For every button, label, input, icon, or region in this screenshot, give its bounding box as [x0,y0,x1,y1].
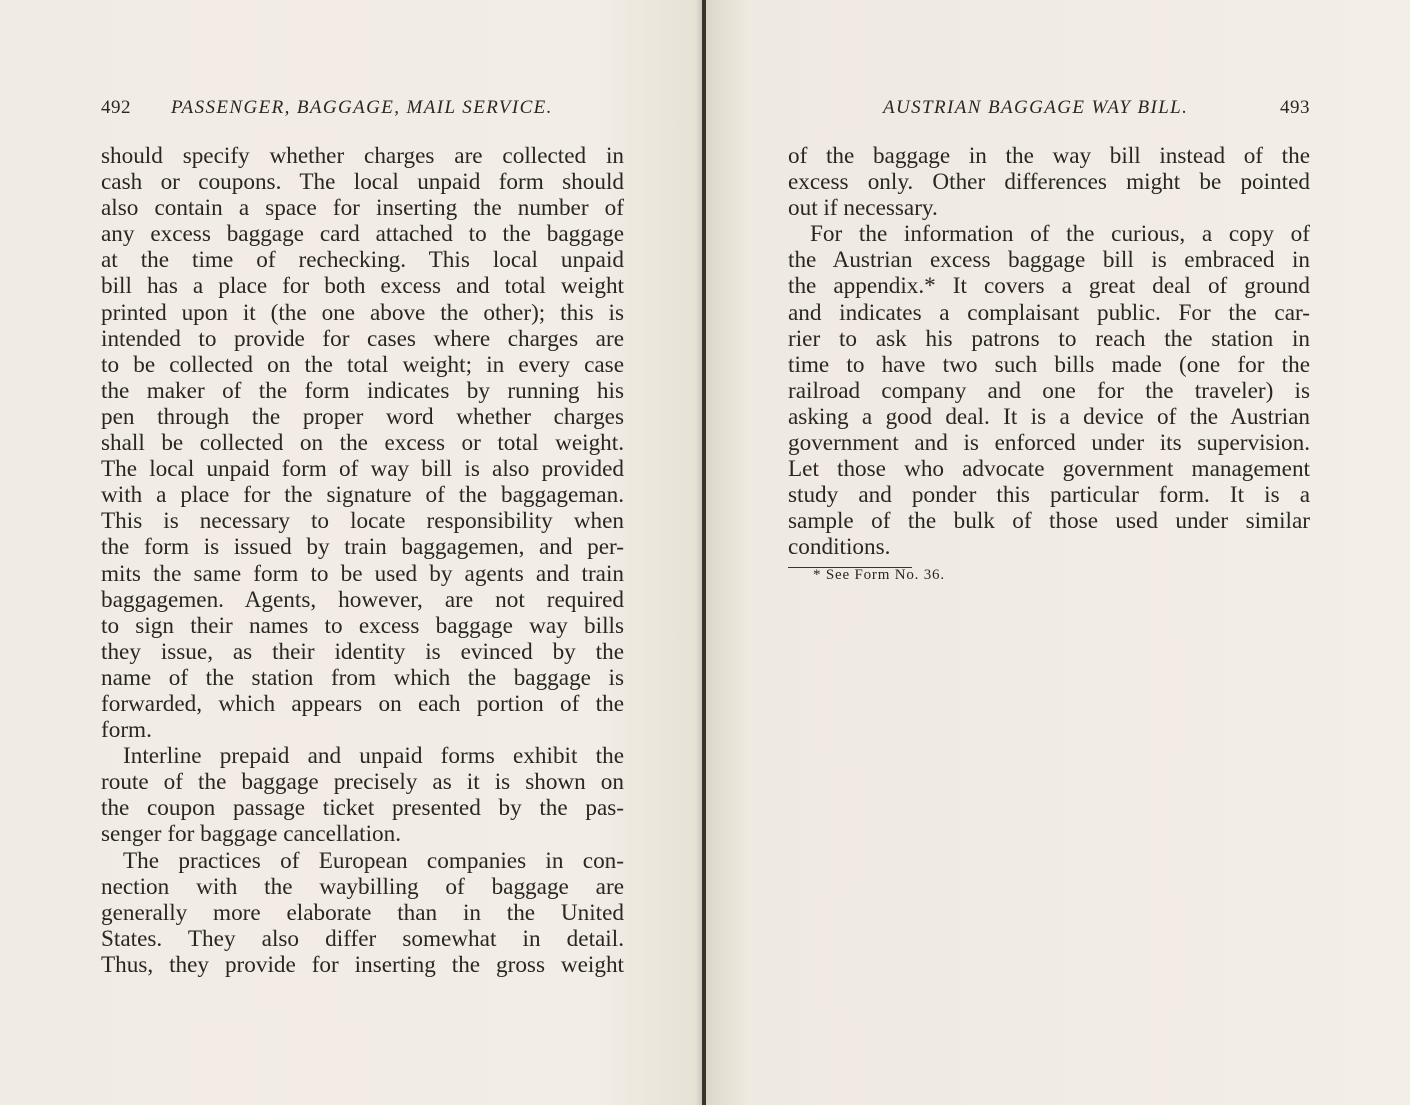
text-line: name of the station from which the baggage is [101,664,624,691]
text-line: mits the same form to be used by agents and train [101,560,624,587]
text-line: cash or coupons. The local unpaid form should [101,169,624,196]
text-line: any excess baggage card attached to the baggage [101,221,624,248]
left-page-body [101,143,624,978]
text-line: government and is enforced under its supervision. [788,430,1310,457]
text-line: they issue, as their identity is evinced by the [101,638,624,665]
text-line: out if necessary. [788,195,938,222]
text-line: Let those who advocate government management [788,456,1310,483]
text-line: also contain a space for inserting the number of [101,195,624,222]
text-line: at the time of rechecking. This local unpaid [101,247,624,274]
text-line: forwarded, which appears on each portion of the [101,690,624,717]
text-line: route of the baggage precisely as it is shown on [101,769,624,796]
text-line: printed upon it (the one above the other); this is [101,299,624,326]
right-page-number: 493 [1280,97,1310,118]
text-line: nection with the waybilling of baggage are [101,873,624,900]
text-line: railroad company and one for the traveler) is [788,377,1310,404]
text-line: senger for baggage cancellation. [101,821,401,848]
text-line: baggagemen. Agents, however, are not required [101,586,624,613]
left-page-number: 492 [101,97,131,118]
text-line: The local unpaid form of way bill is also provided [101,456,624,483]
right-page-header [788,97,1310,125]
left-running-head: PASSENGER, BAGGAGE, MAIL SERVICE. [171,97,553,118]
text-line: the appendix.* It covers a great deal of ground [788,273,1310,300]
text-line: States. They also differ somewhat in detail. [101,925,624,952]
text-line: the Austrian excess baggage bill is embraced in [788,247,1310,274]
text-line: This is necessary to locate responsibility when [101,508,624,535]
text-line: time to have two such bills made (one for the [788,351,1310,378]
text-line: to sign their names to excess baggage way bills [101,612,624,639]
text-line: conditions. [788,534,891,561]
text-line: sample of the bulk of those used under similar [788,508,1310,535]
text-line: shall be collected on the excess or total weight. [101,430,624,457]
text-line: the maker of the form indicates by running his [101,377,624,404]
text-line: study and ponder this particular form. It is a [788,482,1310,509]
text-line: and indicates a complaisant public. For the car- [788,299,1310,326]
text-line: rier to ask his patrons to reach the station in [788,325,1310,352]
right-page-body [788,143,1310,561]
left-page [0,0,703,1105]
text-line: the form is issued by train baggagemen, and per- [101,534,624,561]
left-page-header [101,97,623,125]
text-line: generally more elaborate than in the United [101,899,624,926]
footnote: * See Form No. 36. [813,567,945,583]
text-line: excess only. Other differences might be pointed [788,169,1310,196]
text-line: pen through the proper word whether charges [101,403,624,430]
text-line: bill has a place for both excess and total weight [101,273,624,300]
text-line: For the information of the curious, a copy of [810,221,1310,248]
text-line: of the baggage in the way bill instead of the [788,143,1310,169]
text-line: the coupon passage ticket presented by the pas- [101,795,624,822]
right-running-head: AUSTRIAN BAGGAGE WAY BILL. [883,97,1189,118]
text-line: to be collected on the total weight; in every case [101,351,624,378]
text-line: Interline prepaid and unpaid forms exhibit the [123,743,624,770]
text-line: asking a good deal. It is a device of the Austrian [788,403,1310,430]
text-line: with a place for the signature of the baggageman. [101,482,624,509]
right-page [706,0,1410,1105]
text-line: should specify whether charges are collected in [101,143,624,169]
text-line: form. [101,717,152,744]
text-line: intended to provide for cases where charges are [101,325,624,352]
text-line: The practices of European companies in con- [123,847,624,874]
text-line: Thus, they provide for inserting the gross weight [101,951,624,978]
